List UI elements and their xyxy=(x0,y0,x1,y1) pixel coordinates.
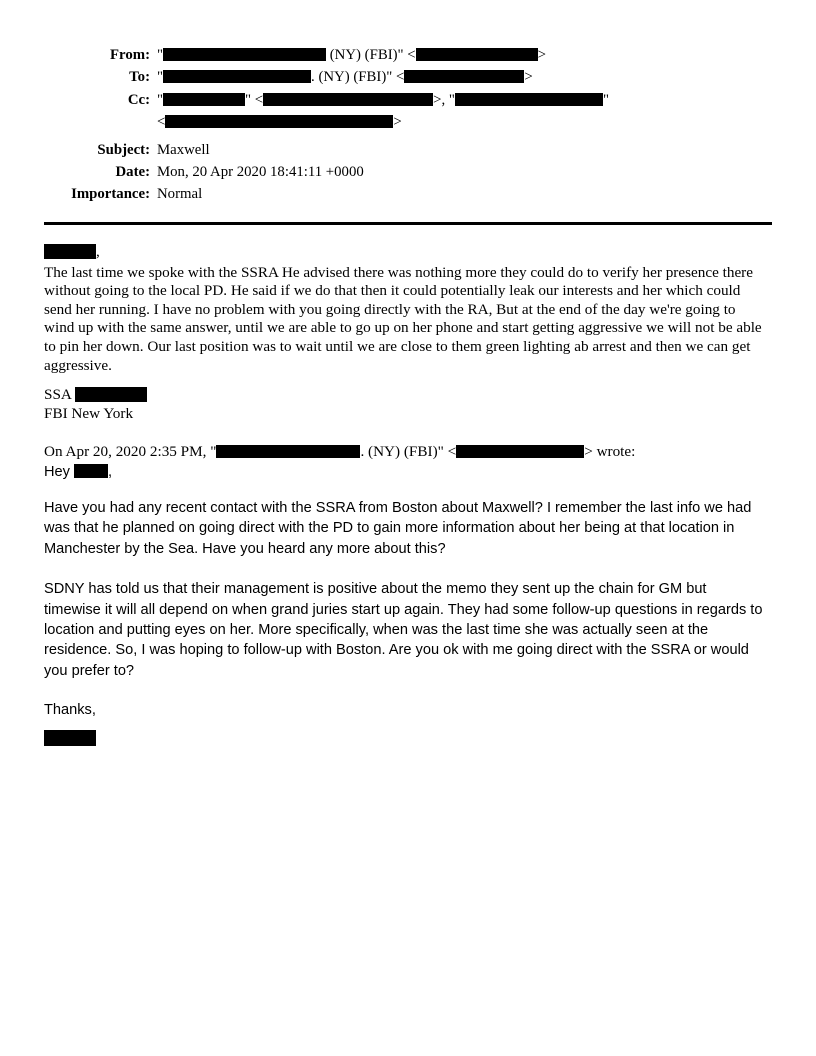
signature-ssa-prefix: SSA xyxy=(44,386,75,403)
redaction-box xyxy=(163,93,245,106)
header-row-cc-continued xyxy=(44,111,772,133)
closing-text: Thanks, xyxy=(44,702,96,718)
redaction-box xyxy=(75,387,147,402)
header-row-to xyxy=(44,66,772,88)
quoted-body xyxy=(44,498,766,701)
email-header-block xyxy=(44,44,772,206)
header-row-importance xyxy=(44,183,772,205)
header-value-subject: Maxwell xyxy=(157,141,210,158)
header-value-cc xyxy=(157,89,772,111)
header-label-cc: Cc: xyxy=(127,91,150,108)
reply-paragraph: The last time we spoke with the SSRA He advised there was nothing more they could do to verify her presence there without going to the local PD. He said if we do that then it could potentially leak our interests and her which could send her running. I have no problem with you going directly with the RA, But at the end of the day we're going to wind up with the same answer, until we are able to go up on her phone and start getting aggressive we will not be able to pin her down. Our last position was to wait until we are close to them green lighting ab arrest and then we can get aggressive. xyxy=(44,263,762,374)
redaction-box xyxy=(416,48,538,61)
redaction-box xyxy=(456,445,584,458)
header-value-from xyxy=(157,44,772,66)
header-label-importance: Importance: xyxy=(71,186,150,203)
reply-body xyxy=(44,241,766,388)
header-to-after: > xyxy=(524,69,533,86)
redaction-box xyxy=(74,464,108,478)
angle-open: < xyxy=(157,114,166,131)
quote-attribution xyxy=(44,443,766,462)
redaction-box xyxy=(163,48,326,61)
header-label-subject: Subject: xyxy=(97,141,150,158)
header-value-cc-continued xyxy=(157,111,772,133)
quote-mark: " xyxy=(157,91,164,108)
reply-signature xyxy=(44,384,147,423)
header-label-to: To: xyxy=(129,69,150,86)
quoted-greeting-comma: , xyxy=(108,464,113,480)
header-cc-end: " xyxy=(602,91,609,108)
header-body-divider xyxy=(44,222,772,225)
redaction-box xyxy=(404,70,524,83)
quoted-paragraph-2: SDNY has told us that their management is positive about the memo they sent up the chain for GM but timewise it will all depend on when grand juries start up again. They had some follow-up questions in regards to location and putting eyes on her. More specifically, when was the last time she was actually seen at the residence. So, I was hoping to follow-up with Boston. Are you ok with me going direct with the SSRA or would you prefer to? xyxy=(44,581,763,679)
redaction-box xyxy=(263,93,433,106)
signature-ssa-line xyxy=(44,384,147,405)
header-row-subject xyxy=(44,139,772,161)
header-cc-after: >, " xyxy=(433,91,455,108)
greeting-comma: , xyxy=(96,243,100,260)
quote-mark: " xyxy=(157,47,164,63)
header-value-importance: Normal xyxy=(157,186,203,203)
header-cc-middle: " < xyxy=(245,91,264,108)
quoted-closing xyxy=(44,700,96,750)
header-row-from xyxy=(44,44,772,66)
quote-attr-suffix: > wrote: xyxy=(584,443,636,460)
redaction-box xyxy=(216,445,360,458)
header-row-cc xyxy=(44,89,772,111)
redaction-box xyxy=(44,244,96,259)
header-value-to xyxy=(157,66,772,88)
header-value-date: Mon, 20 Apr 2020 18:41:11 +0000 xyxy=(157,164,364,181)
quote-attr-prefix: On Apr 20, 2020 2:35 PM, " xyxy=(44,443,217,460)
quote-attr-middle: . (NY) (FBI)" < xyxy=(360,443,457,460)
reply-greeting xyxy=(44,241,766,262)
quoted-greeting xyxy=(44,462,766,482)
quoted-greeting-prefix: Hey xyxy=(44,464,75,480)
header-to-middle: . (NY) (FBI)" < xyxy=(311,69,405,86)
header-label-date: Date: xyxy=(115,164,150,181)
signature-office-line: FBI New York xyxy=(44,404,134,422)
redaction-box xyxy=(455,93,603,106)
redaction-box xyxy=(165,115,393,128)
quoted-paragraph-1: Have you had any recent contact with the SSRA from Boston about Maxwell? I remember the last info we had was that he planned on going direct with the PD to gain more information about her being at that location in Manchester by the Sea. Have you heard any more about this? xyxy=(44,500,752,557)
redaction-box xyxy=(163,70,311,83)
angle-close: > xyxy=(393,114,402,131)
quote-mark: " xyxy=(157,69,164,86)
header-from-middle: (NY) (FBI)" < xyxy=(326,47,416,63)
header-from-after: > xyxy=(537,47,546,63)
closing-signature xyxy=(44,727,96,749)
redaction-box xyxy=(44,730,96,746)
header-label-from: From: xyxy=(110,47,150,63)
header-row-date xyxy=(44,161,772,183)
